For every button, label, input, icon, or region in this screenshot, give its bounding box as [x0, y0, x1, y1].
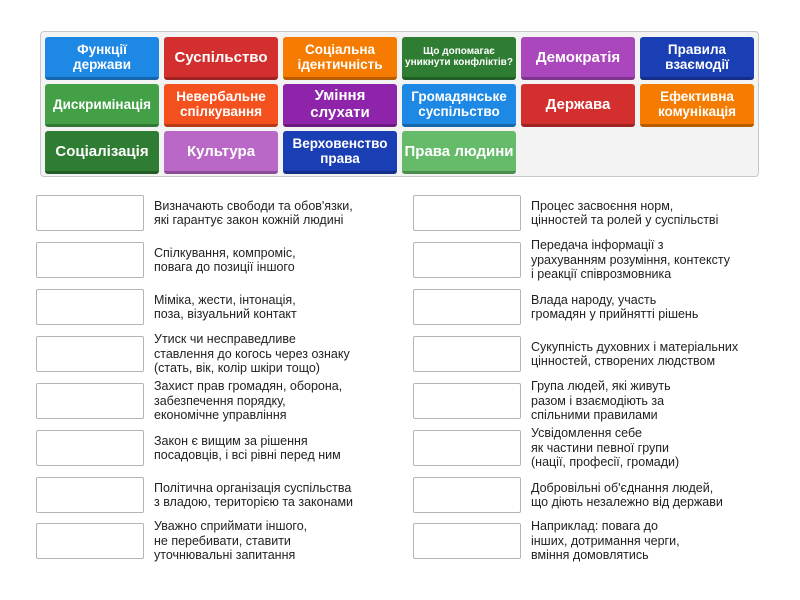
answer-tile[interactable]: Правила взаємодії [640, 37, 754, 80]
definition-text: Усвідомлення себе як частини певної групи (нації, професії, громади) [531, 426, 680, 470]
definition-text: Влада народу, участь громадян у прийнятті рішень [531, 292, 699, 321]
answer-tile[interactable]: Верховенство права [283, 131, 397, 174]
drop-slot[interactable] [413, 523, 521, 559]
answer-tile[interactable]: Соціальна ідентичність [283, 37, 397, 80]
answer-tile[interactable]: Культура [164, 131, 278, 174]
drop-slot[interactable] [36, 430, 144, 466]
definition-text: Уважно сприймати іншого, не перебивати, ставити уточнювальні запитання [154, 519, 308, 563]
answer-tile[interactable]: Ефективна комунікація [640, 84, 754, 127]
definition-text: Визначають свободи та обов'язки, які гарантує закон кожній людині [154, 198, 353, 227]
definition-text: Група людей, які живуть разом і взаємодіють за спільними правилами [531, 379, 671, 423]
drop-slot[interactable] [36, 242, 144, 278]
drop-slot[interactable] [413, 195, 521, 231]
definition-text: Наприклад: повага до інших, дотримання черги, вміння домовлятись [531, 519, 680, 563]
drop-slot[interactable] [36, 523, 144, 559]
definition-text: Передача інформації з урахуванням розуміння, контексту і реакції співрозмовника [531, 238, 730, 282]
answer-tile[interactable]: Невербальне спілкування [164, 84, 278, 127]
drop-slot[interactable] [413, 289, 521, 325]
answer-tile[interactable]: Громадянське суспільство [402, 84, 516, 127]
definition-text: Захист прав громадян, оборона, забезпечення порядку, економічне управління [154, 379, 343, 423]
definition-text: Добровільні об'єднання людей, що діють незалежно від держави [531, 480, 723, 509]
definition-text: Утиск чи несправедливе ставлення до когось через ознаку (стать, вік, колір шкіри тощо) [154, 332, 350, 376]
drop-slot[interactable] [413, 383, 521, 419]
answer-tile[interactable]: Соціалізація [45, 131, 159, 174]
drop-slot[interactable] [413, 242, 521, 278]
definition-text: Політична організація суспільства з владою, територією та законами [154, 480, 354, 509]
answer-tile[interactable]: Дискримінація [45, 84, 159, 127]
definition-text: Міміка, жести, інтонація, поза, візуальний контакт [154, 292, 297, 321]
word-bank [40, 31, 759, 177]
answer-tile[interactable]: Функції держави [45, 37, 159, 80]
definition-text: Закон є вищим за рішення посадовців, і всі рівні перед ним [154, 433, 341, 462]
answer-tile[interactable]: Права людини [402, 131, 516, 174]
definition-text: Процес засвоєння норм, цінностей та ролей у суспільстві [531, 198, 719, 227]
drop-slot[interactable] [36, 289, 144, 325]
drop-slot[interactable] [36, 477, 144, 513]
answer-tile[interactable]: Уміння слухати [283, 84, 397, 127]
answer-tile[interactable]: Суспільство [164, 37, 278, 80]
drop-slot[interactable] [36, 383, 144, 419]
drop-slot[interactable] [36, 336, 144, 372]
definition-text: Сукупність духовних і матеріальних цінностей, створених людством [531, 339, 739, 368]
drop-slot[interactable] [36, 195, 144, 231]
drop-slot[interactable] [413, 336, 521, 372]
answer-tile[interactable]: Демократія [521, 37, 635, 80]
definition-text: Спілкування, компроміс, повага до позиції іншого [154, 245, 296, 274]
drop-slot[interactable] [413, 477, 521, 513]
drop-slot[interactable] [413, 430, 521, 466]
answer-tile[interactable]: Що допомагає уникнути конфліктів? [402, 37, 516, 80]
answer-tile[interactable]: Держава [521, 84, 635, 127]
